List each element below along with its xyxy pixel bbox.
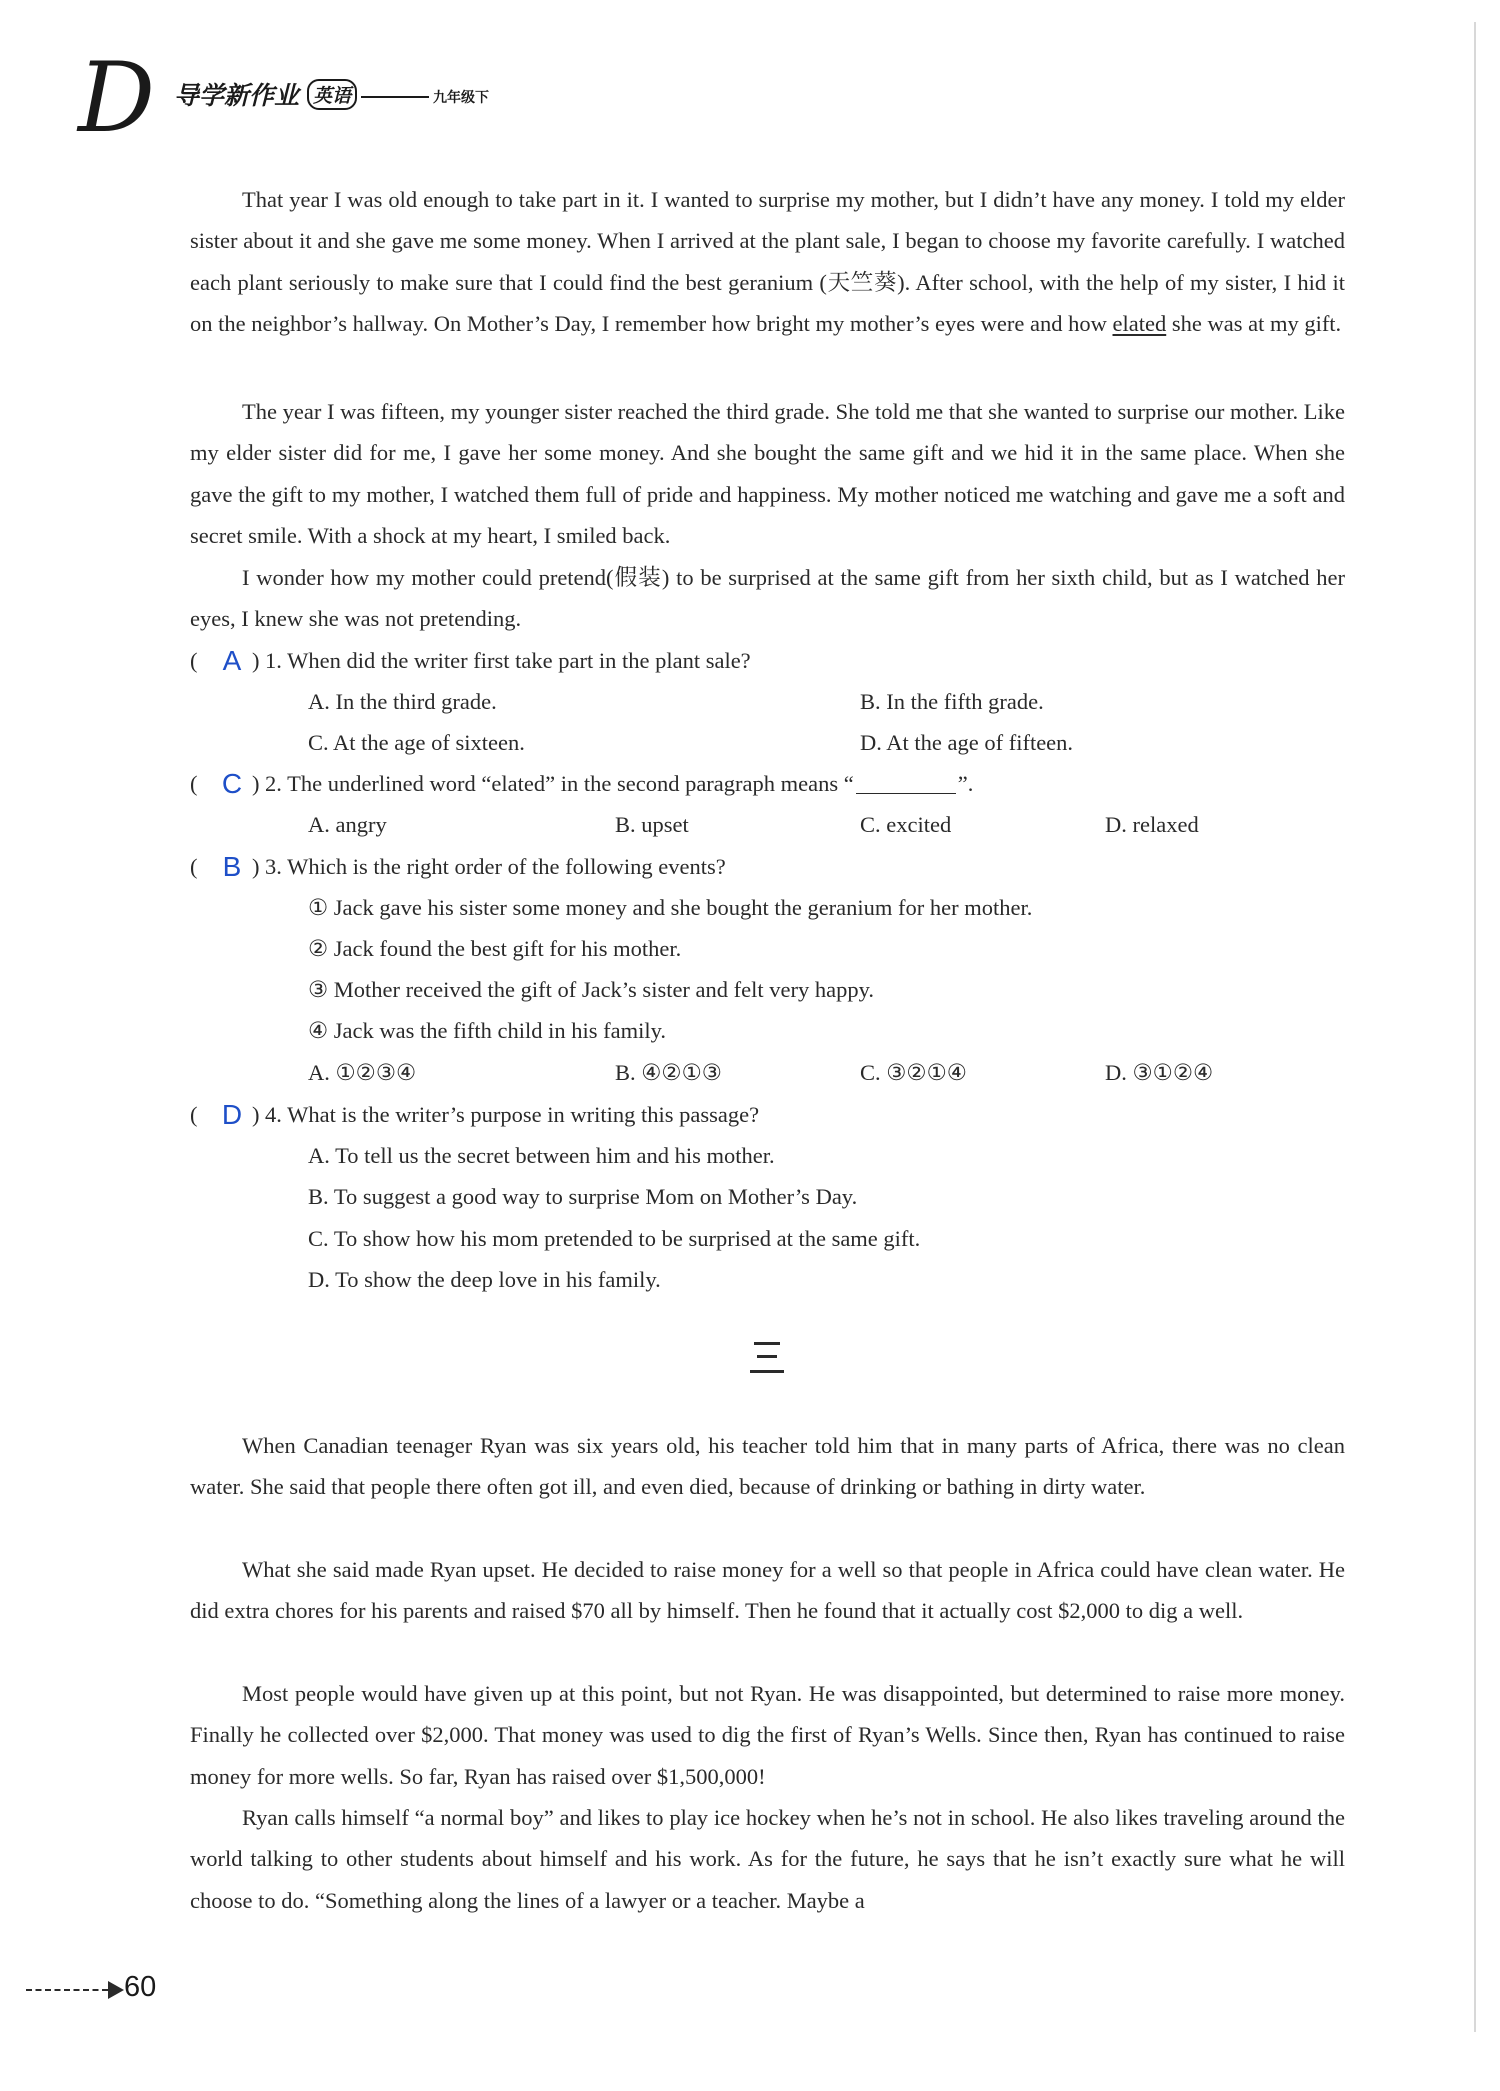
passage1-paragraph-2: The year I was fifteen, my younger sister reached the third grade. She told me that she wanted to surprise our mother. Like my elder sister did for me, I gave her some money. And she bought the same gift and we hid it in the same place. When she gave the gift to my mother, I watched them full of pride and happiness. My mother noticed me watching and gave me a soft and secret smile. With a shock at my heart, I smiled back. — [190, 399, 1345, 548]
question-text-after: ”. — [957, 771, 974, 796]
question-text: When did the writer first take part in the plant sale? — [287, 648, 751, 673]
passage2-paragraph-1: When Canadian teenager Ryan was six years old, his teacher told him that in many parts of Africa, there was no clean water. She said that people there often got ill, and even died, because of drinking or bathing in dirty water. — [190, 1433, 1345, 1500]
q3-option-d: D. ③①②④ — [1105, 1060, 1214, 1085]
grade-label: 九年级下 — [433, 90, 490, 106]
q3-event-4: ④ Jack was the fifth child in his family. — [308, 1018, 667, 1043]
q4-option-a: A. To tell us the secret between him and his mother. — [308, 1143, 775, 1168]
q1-option-b: B. In the fifth grade. — [860, 689, 1044, 714]
question-2: ( C ) 2. The underlined word “elated” in the second paragraph means “ ”. — [190, 763, 1350, 804]
logo-letter: D — [78, 42, 155, 154]
q2-option-d: D. relaxed — [1105, 812, 1199, 837]
page-edge-line — [1474, 22, 1476, 2032]
q4-option-c: C. To show how his mom pretended to be surprised at the same gift. — [308, 1226, 921, 1251]
question-number: 2. — [265, 771, 282, 796]
answer-2: C — [221, 768, 243, 799]
section-marker — [750, 1340, 784, 1374]
q2-option-c: C. excited — [860, 812, 952, 837]
passage2-paragraph-4: Ryan calls himself “a normal boy” and likes to play ice hockey when he’s not in school. He also likes traveling around the world talking to other students about himself and his work. As for the future, he says that he isn’t exactly sure what he will choose to do. “Something along the lines of a lawyer or a teacher. Maybe a — [190, 1805, 1345, 1913]
question-1: ( A ) 1. When did the writer first take part in the plant sale? — [190, 640, 1350, 681]
q2-option-a: A. angry — [308, 812, 387, 837]
question-3: ( B ) 3. Which is the right order of the following events? — [190, 846, 1350, 887]
page-number: 60 — [124, 1971, 157, 2003]
question-text-before: The underlined word “elated” in the second paragraph means “ — [287, 771, 854, 796]
q3-option-a: A. ①②③④ — [308, 1060, 417, 1085]
page-header — [78, 42, 558, 154]
passage1-paragraph-1: That year I was old enough to take part in it. I wanted to surprise my mother, but I didn’t have any money. I told my elder sister about it and she gave me some money. When I arrived at the plant sale, I began to choose my favorite carefully. I watched each plant seriously to make sure that I could find the best geranium (天竺葵). After school, with the help of my sister, I hid it on the neighbor’s hallway. On Mother’s Day, I remember how bright my mother’s eyes were and how elated she was at my gift. — [190, 187, 1345, 336]
passage2-paragraph-3: Most people would have given up at this point, but not Ryan. He was disappointed, but determined to raise more money. Finally he collected over $2,000. That money was used to dig the first of Ryan’s Wells. Since then, Ryan has continued to raise money for more wells. So far, Ryan has raised over $1,500,000! — [190, 1681, 1345, 1789]
brand-title — [174, 76, 489, 112]
footer-dashes — [26, 1989, 108, 1991]
answer-4: D — [221, 1099, 243, 1130]
question-text: Which is the right order of the following events? — [287, 854, 726, 879]
q3-event-2: ② Jack found the best gift for his mother. — [308, 936, 682, 961]
underlined-word: elated — [1112, 310, 1167, 336]
passage2-paragraph-2: What she said made Ryan upset. He decided to raise money for a well so that people in Africa could have clean water. He did extra chores for his parents and raised $70 all by himself. Then he found that it actually cost $2,000 to dig a well. — [190, 1557, 1345, 1624]
q2-option-b: B. upset — [615, 812, 689, 837]
answer-1: A — [222, 645, 242, 676]
answer-3: B — [222, 851, 242, 882]
q3-option-b: B. ④②①③ — [615, 1060, 722, 1085]
brand-name: 导学新作业 — [174, 81, 300, 110]
question-number: 1. — [265, 648, 282, 673]
q1-option-a: A. In the third grade. — [308, 689, 497, 714]
question-text: What is the writer’s purpose in writing this passage? — [287, 1102, 760, 1127]
question-4: ( D ) 4. What is the writer’s purpose in writing this passage? — [190, 1094, 1350, 1135]
q4-option-d: D. To show the deep love in his family. — [308, 1267, 661, 1292]
q3-option-c: C. ③②①④ — [860, 1060, 967, 1085]
header-dash — [361, 96, 429, 98]
passage1-paragraph-3: I wonder how my mother could pretend(假装) to be surprised at the same gift from her sixth child, but as I watched her eyes, I knew she was not pretending. — [190, 565, 1345, 632]
arrow-right-icon — [108, 1981, 124, 1999]
page-footer — [26, 1967, 156, 2007]
q1-option-c: C. At the age of sixteen. — [308, 730, 525, 755]
q1-option-d: D. At the age of fifteen. — [860, 730, 1074, 755]
q4-option-b: B. To suggest a good way to surprise Mom on Mother’s Day. — [308, 1184, 858, 1209]
q3-event-3: ③ Mother received the gift of Jack’s sister and felt very happy. — [308, 977, 875, 1002]
question-number: 3. — [265, 854, 282, 879]
subject-badge: 英语 — [307, 79, 357, 110]
question-number: 4. — [265, 1102, 282, 1127]
answer-blank — [856, 793, 956, 794]
q3-event-1: ① Jack gave his sister some money and she bought the geranium for her mother. — [308, 895, 1033, 920]
